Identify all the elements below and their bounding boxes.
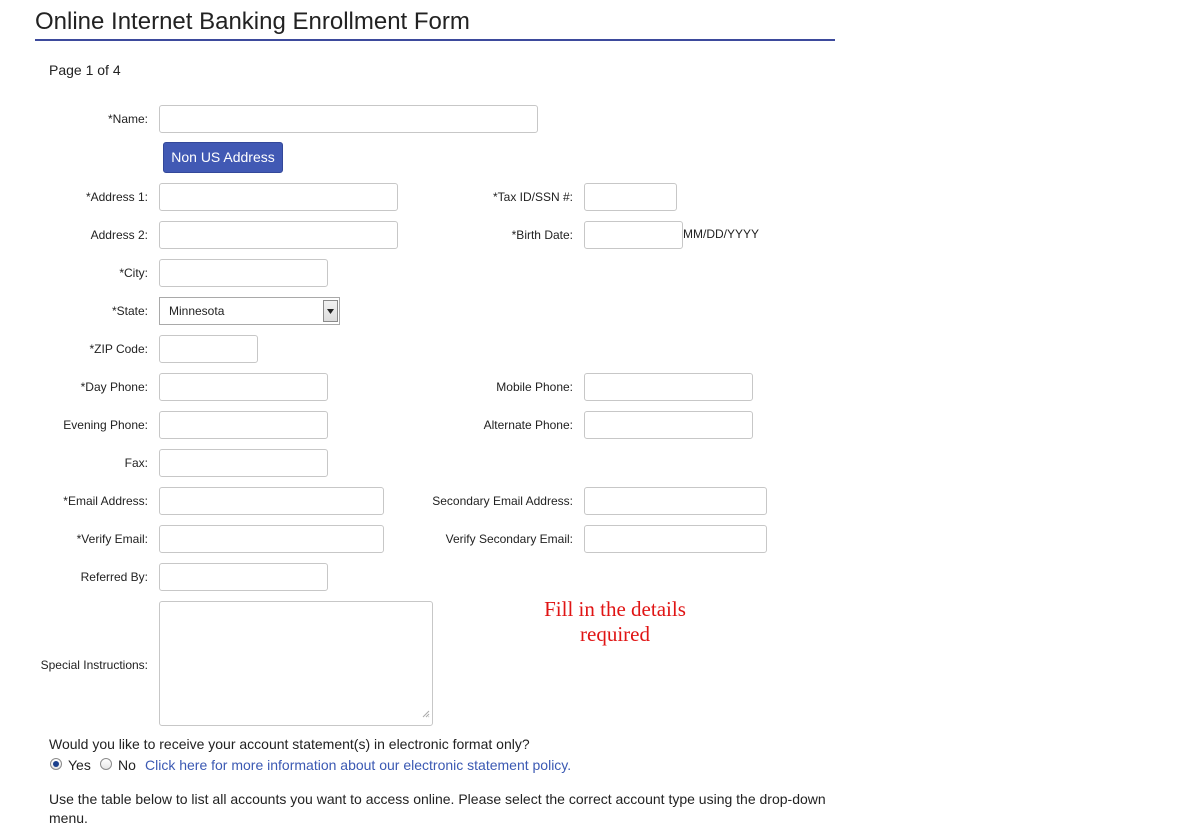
referred-by-input[interactable] bbox=[159, 563, 328, 591]
tax-id-label: *Tax ID/SSN #: bbox=[492, 190, 573, 204]
no-radio-label[interactable]: No bbox=[118, 757, 136, 773]
fill-details-annotation bbox=[520, 597, 710, 647]
verify-email-label: *Verify Email: bbox=[76, 532, 148, 546]
yes-radio-label[interactable]: Yes bbox=[68, 757, 91, 773]
resize-grip-icon[interactable] bbox=[422, 705, 430, 723]
day-phone-label: *Day Phone: bbox=[80, 380, 148, 394]
evening-phone-label: Evening Phone: bbox=[63, 418, 148, 432]
special-instructions-textarea[interactable] bbox=[159, 601, 433, 726]
state-select-value: Minnesota bbox=[169, 304, 225, 318]
fax-label: Fax: bbox=[124, 456, 148, 470]
email-label: *Email Address: bbox=[63, 494, 148, 508]
title-divider bbox=[35, 39, 835, 41]
alternate-phone-label: Alternate Phone: bbox=[483, 418, 573, 432]
page-indicator: Page 1 of 4 bbox=[49, 62, 121, 78]
referred-by-label: Referred By: bbox=[80, 570, 148, 584]
address1-label: *Address 1: bbox=[85, 190, 148, 204]
name-input[interactable] bbox=[159, 105, 538, 133]
special-instructions-label: Special Instructions: bbox=[40, 658, 148, 672]
address2-label: Address 2: bbox=[90, 228, 148, 242]
name-label: *Name: bbox=[107, 112, 148, 126]
zip-label: *ZIP Code: bbox=[89, 342, 148, 356]
yes-radio[interactable] bbox=[50, 758, 62, 770]
city-input[interactable] bbox=[159, 259, 328, 287]
state-select[interactable] bbox=[159, 297, 340, 325]
accounts-instructions: Use the table below to list all accounts you want to access online. Please select the correct account type using the drop-down menu. bbox=[49, 791, 826, 826]
fax-input[interactable] bbox=[159, 449, 328, 477]
statement-policy-link[interactable]: Click here for more information about our electronic statement policy. bbox=[145, 757, 572, 773]
annotation-line-1: Fill in the details bbox=[544, 597, 686, 621]
mobile-phone-label: Mobile Phone: bbox=[496, 380, 573, 394]
tax-id-input[interactable] bbox=[584, 183, 677, 211]
city-label: *City: bbox=[119, 266, 148, 280]
secondary-email-input[interactable] bbox=[584, 487, 767, 515]
statement-question: Would you like to receive your account statement(s) in electronic format only? bbox=[49, 736, 530, 752]
verify-secondary-email-input[interactable] bbox=[584, 525, 767, 553]
alternate-phone-input[interactable] bbox=[584, 411, 753, 439]
verify-secondary-email-label: Verify Secondary Email: bbox=[445, 532, 573, 546]
non-us-address-button[interactable]: Non US Address bbox=[163, 142, 283, 173]
chevron-down-icon[interactable] bbox=[323, 300, 338, 322]
zip-input[interactable] bbox=[159, 335, 258, 363]
no-radio[interactable] bbox=[100, 758, 112, 770]
birth-date-input[interactable] bbox=[584, 221, 683, 249]
birth-date-format-hint: MM/DD/YYYY bbox=[683, 227, 760, 241]
state-label: *State: bbox=[111, 304, 148, 318]
annotation-line-2: required bbox=[580, 622, 650, 646]
mobile-phone-input[interactable] bbox=[584, 373, 753, 401]
page-title: Online Internet Banking Enrollment Form bbox=[35, 8, 470, 35]
secondary-email-label: Secondary Email Address: bbox=[432, 494, 573, 508]
birth-date-label: *Birth Date: bbox=[511, 228, 573, 242]
